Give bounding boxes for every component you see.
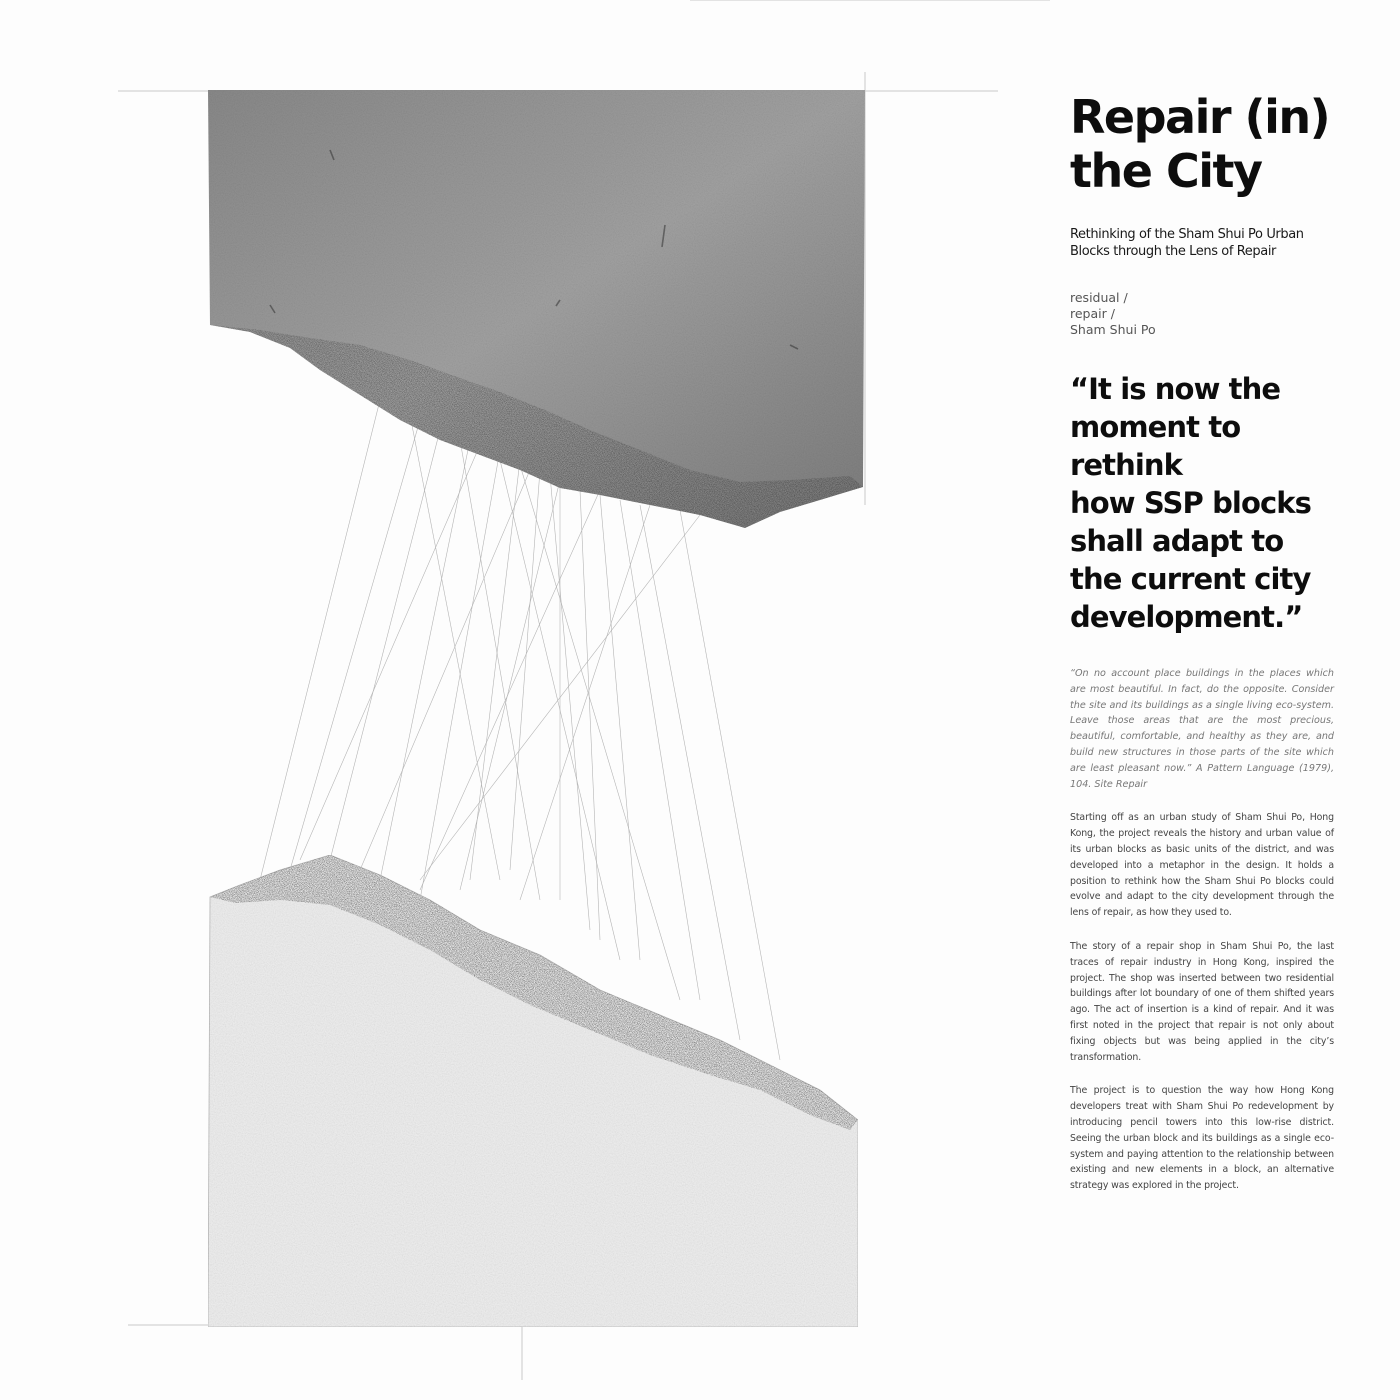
- text-panel: [1070, 90, 1334, 1203]
- keyword-item: residual /: [1070, 290, 1128, 305]
- title-line-1: Repair (in): [1070, 90, 1330, 144]
- title-line-2: the City: [1070, 144, 1262, 198]
- lower-block: [208, 855, 858, 1327]
- page-title: [1070, 90, 1334, 198]
- keywords: [1070, 290, 1334, 338]
- pull-quote-line: development.”: [1070, 600, 1303, 634]
- body-paragraph: The story of a repair shop in Sham Shui Po, the last traces of repair industry in Hong Kong, inspired the project. The shop was inserted between two residential buildings after lot boundary of one of them shifted years ago. The act of insertion is a kind of repair. And it was first noted in the project that repair is not only about fixing objects but was being applied in the city’s transformation.: [1070, 940, 1334, 1063]
- pull-quote-line: moment to rethink: [1070, 410, 1241, 482]
- subtitle-line-1: Rethinking of the Sham Shui Po Urban: [1070, 227, 1304, 242]
- pull-quote: [1070, 370, 1334, 636]
- keyword-item: Sham Shui Po: [1070, 322, 1156, 337]
- pull-quote-line: shall adapt to: [1070, 524, 1284, 558]
- body-paragraph: Starting off as an urban study of Sham Shui Po, Hong Kong, the project reveals the history and urban value of its urban blocks as basic units of the district, and was developed into a metaphor in the design. It holds a position to rethink how the Sham Shui Po blocks could evolve and adapt to the city development through the lens of repair, as how they used to.: [1070, 812, 1334, 919]
- epigraph-quote: “On no account place buildings in the places which are most beautiful. In fact, do the opposite. Consider the site and its buildings as a single living eco-system. Leave those areas that are the most precious, beautiful, comfortable, and healthy as they are, and build new structures in those parts of the site which are least pleasant now.” A Pattern Language (1979), 104. Site Repair: [1070, 668, 1334, 790]
- pull-quote-line: the current city: [1070, 562, 1311, 596]
- body-paragraph: The project is to question the way how Hong Kong developers treat with Sham Shui Po redevelopment by introducing pencil towers into this low-rise district. Seeing the urban block and its buildings as a single eco-system and paying attention to the relationship between existing and new elements in a block, an alternative strategy was explored in the project.: [1070, 1085, 1334, 1192]
- keyword-item: repair /: [1070, 306, 1115, 321]
- pull-quote-line: how SSP blocks: [1070, 486, 1312, 520]
- subtitle-line-2: Blocks through the Lens of Repair: [1070, 244, 1276, 259]
- pull-quote-line: “It is now the: [1070, 372, 1281, 406]
- subtitle: [1070, 226, 1334, 260]
